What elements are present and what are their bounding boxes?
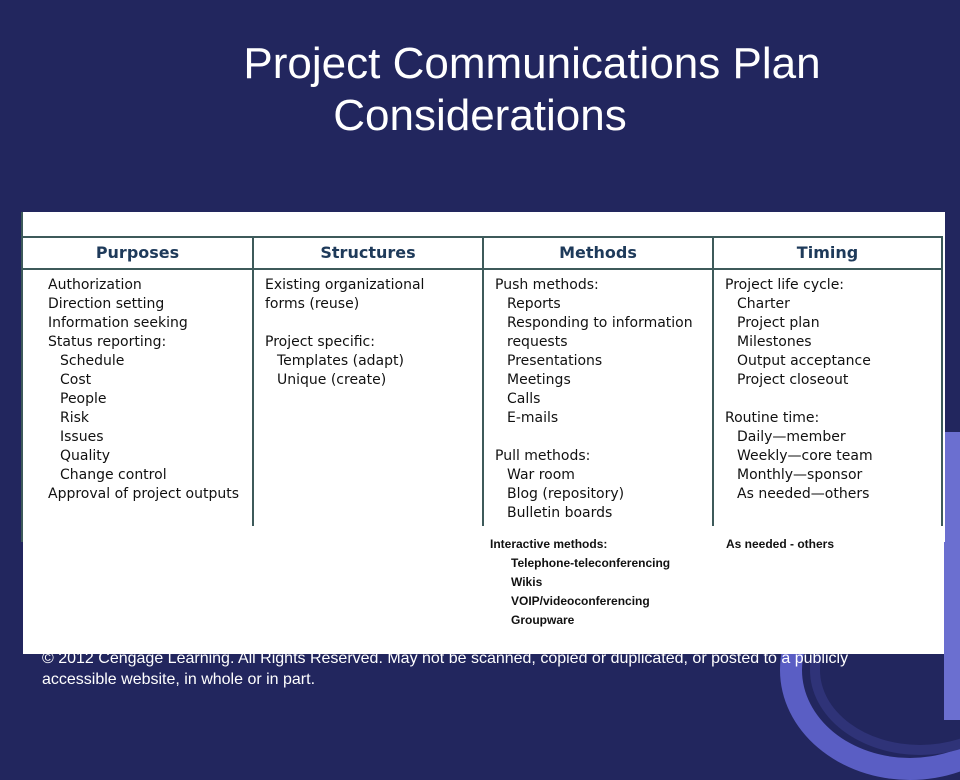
interactive-heading: Interactive methods:	[490, 537, 608, 551]
purpose-item: Status reporting:	[48, 334, 167, 350]
interactive-item: Wikis	[511, 575, 543, 589]
method-item: requests	[507, 334, 568, 350]
column-divider	[252, 236, 254, 542]
methods-column	[495, 276, 693, 523]
timing-item: Monthly—sponsor	[737, 467, 863, 483]
column-divider	[941, 236, 943, 542]
purpose-item: Risk	[60, 410, 90, 426]
purpose-item: Change control	[60, 467, 167, 483]
header-methods: Methods	[559, 243, 637, 262]
timing-item: Project life cycle:	[725, 277, 845, 293]
header-timing: Timing	[796, 243, 859, 262]
structure-item: Unique (create)	[277, 372, 387, 388]
purpose-item: Information seeking	[48, 315, 188, 331]
method-item: Pull methods:	[495, 448, 591, 464]
method-item: Meetings	[507, 372, 571, 388]
purpose-item: Issues	[60, 429, 104, 445]
timing-item: Charter	[737, 296, 790, 312]
slide-title-line-2: Considerations	[333, 91, 627, 140]
structure-item: Templates (adapt)	[277, 353, 404, 369]
method-item: Responding to information	[507, 315, 693, 331]
structure-item: forms (reuse)	[265, 296, 360, 312]
purposes-column	[48, 276, 239, 504]
copyright-notice: © 2012 Cengage Learning. All Rights Reserved. May not be scanned, copied or duplicated, or posted to a publicly accessible website, in whole or in part.	[42, 650, 849, 688]
communications-table	[21, 212, 945, 542]
column-divider	[712, 236, 714, 542]
structures-column	[265, 276, 424, 390]
timing-item: Routine time:	[725, 410, 820, 426]
purpose-item: Direction setting	[48, 296, 165, 312]
purpose-item: Approval of project outputs	[48, 486, 240, 502]
header-purposes: Purposes	[95, 243, 180, 262]
purpose-item: People	[60, 391, 107, 407]
timing-item: Daily—member	[737, 429, 846, 445]
interactive-item: Telephone-teleconferencing	[511, 556, 671, 570]
method-item: E-mails	[507, 410, 559, 426]
purpose-item: Quality	[60, 448, 111, 464]
decorative-block	[944, 432, 960, 720]
interactive-item: Groupware	[511, 613, 575, 627]
method-item: Calls	[507, 391, 541, 407]
header-structures: Structures	[320, 243, 416, 262]
purpose-item: Schedule	[60, 353, 125, 369]
method-item: Push methods:	[495, 277, 599, 293]
timing-item: Weekly—core team	[737, 448, 873, 464]
slide-title	[0, 38, 960, 142]
method-item: Bulletin boards	[507, 505, 613, 521]
method-item: Presentations	[507, 353, 603, 369]
timing-item: Output acceptance	[737, 353, 871, 369]
interactive-methods	[490, 535, 670, 630]
interactive-item: VOIP/videoconferencing	[511, 594, 650, 608]
timing-item: Project plan	[737, 315, 820, 331]
column-divider	[482, 236, 484, 542]
method-item: War room	[507, 467, 575, 483]
method-item: Blog (repository)	[507, 486, 625, 502]
slide-title-line-1: Project Communications Plan	[243, 39, 821, 88]
timing-extra: As needed - others	[726, 537, 835, 551]
timing-item: Milestones	[737, 334, 812, 350]
structure-item: Project specific:	[265, 334, 375, 350]
timing-item: Project closeout	[737, 372, 849, 388]
method-item: Reports	[507, 296, 561, 312]
structure-item: Existing organizational	[265, 277, 425, 293]
purpose-item: Cost	[60, 372, 92, 388]
table-extension	[23, 526, 944, 654]
purpose-item: Authorization	[48, 277, 142, 293]
timing-column	[725, 276, 873, 504]
timing-item: As needed—others	[737, 486, 870, 502]
